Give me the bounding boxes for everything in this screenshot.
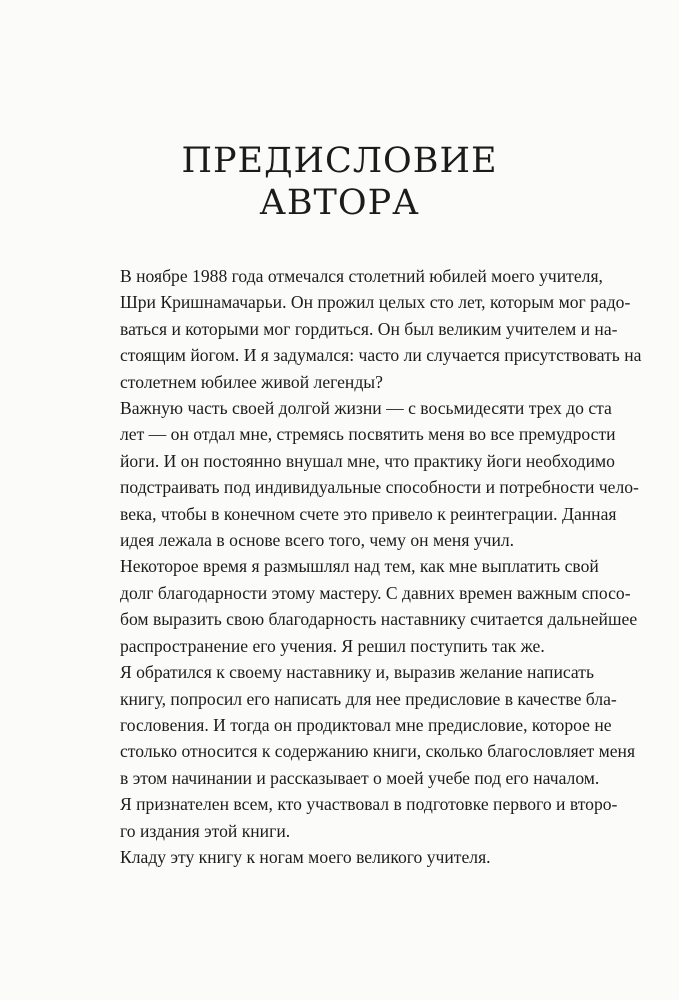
text-line: ваться и которыми мог гордиться. Он был великим учителем и на-: [120, 318, 618, 339]
paragraph: [88, 553, 638, 659]
text-line: подстраивать под индивидуальные способности и потребности чело-: [120, 477, 639, 498]
text-line: лет — он отдал мне, стремясь посвятить меня во все премудрости: [120, 424, 616, 445]
text-line: йоги. И он постоянно внушал мне, что практику йоги необходимо: [120, 450, 615, 471]
text-line: Некоторое время я размышлял над тем, как мне выплатить свой: [120, 556, 599, 577]
text-line: В ноябре 1988 года отмечался столетний юбилей моего учителя,: [120, 266, 603, 286]
paragraph: [88, 263, 642, 395]
text-line: Кладу эту книгу к ногам моего великого учителя.: [120, 846, 491, 867]
text-line: книгу, попросил его написать для нее предисловие в качестве бла-: [120, 688, 617, 709]
page-title: [0, 140, 679, 224]
text-line: Шри Кришнамачарьи. Он прожил целых сто лет, которым мог радо-: [120, 292, 631, 313]
paragraph: [88, 844, 588, 870]
text-line: бом выразить свою благодарность наставнику считается дальнейшее: [120, 609, 638, 630]
title-line-2: АВТОРА: [259, 183, 420, 223]
text-line: долг благодарности этому мастеру. С давних времен важным спосо-: [120, 582, 631, 603]
text-line: столько относится к содержанию книги, сколько благословляет меня: [120, 741, 636, 762]
text-line: Важную часть своей долгой жизни — с восьмидесяти трех до ста: [120, 398, 612, 419]
title-line-1: ПРЕДИСЛОВИЕ: [181, 141, 498, 181]
paragraph: [88, 659, 636, 791]
text-line: стоящим йогом. И я задумался: часто ли случается присутствовать на: [120, 345, 642, 366]
text-line: гословения. И тогда он продиктовал мне предисловие, которое не: [120, 714, 612, 735]
text-line: века, чтобы в конечном счете это привело к реинтеграции. Данная: [120, 503, 617, 524]
preface-body: [88, 263, 642, 870]
text-line: в этом начинании и рассказывает о моей учебе под его началом.: [120, 767, 600, 788]
text-line: идея лежала в основе всего того, чему он меня учил.: [120, 530, 515, 551]
text-line: Я обратился к своему наставнику и, выразив желание написать: [120, 662, 594, 683]
text-line: распространение его учения. Я решил поступить так же.: [120, 635, 545, 656]
text-line: Я признателен всем, кто участвовал в подготовке первого и второ-: [120, 794, 618, 815]
text-line: столетнем юбилее живой легенды?: [120, 371, 383, 392]
paragraph: [88, 791, 618, 844]
text-line: го издания этой книги.: [120, 820, 291, 841]
paragraph: [88, 395, 639, 553]
